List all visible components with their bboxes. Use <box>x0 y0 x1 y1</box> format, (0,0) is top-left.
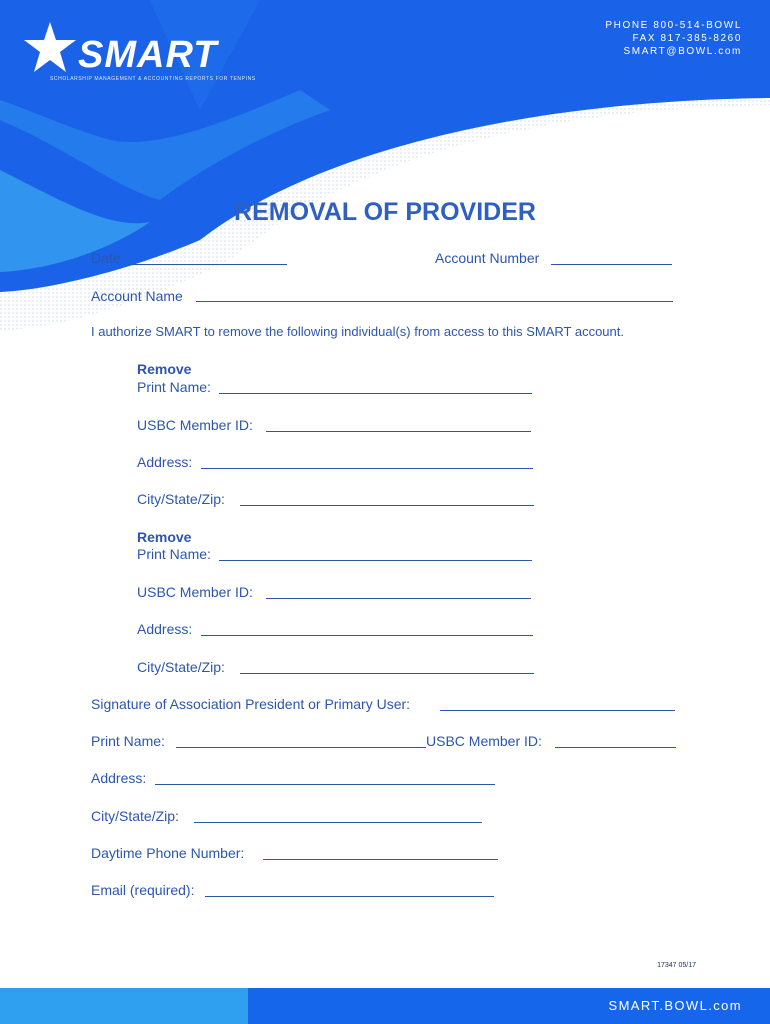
contact-email: SMART@BOWL.com <box>623 46 742 57</box>
signature-label: Signature of Association President or Primary User: <box>91 696 411 712</box>
remove-print-name-field[interactable] <box>219 560 532 561</box>
remove-address-field[interactable] <box>201 468 533 469</box>
remove-usbc-id-field[interactable] <box>266 431 531 432</box>
usbc-id-field[interactable] <box>555 747 676 748</box>
remove-address-label: Address: <box>137 621 193 637</box>
city-state-zip-field[interactable] <box>194 822 482 823</box>
address-label: Address: <box>91 770 147 786</box>
remove-usbc-id-label: USBC Member ID: <box>137 584 253 600</box>
footer-accent <box>0 988 248 1024</box>
city-state-zip-label: City/State/Zip: <box>91 808 179 824</box>
remove-print-name-label: Print Name: <box>137 546 211 562</box>
remove-city-state-zip-label: City/State/Zip: <box>137 659 225 675</box>
daytime-phone-field[interactable] <box>263 859 498 860</box>
address-field[interactable] <box>155 784 495 785</box>
remove-city-state-zip-label: City/State/Zip: <box>137 491 225 507</box>
account-name-field[interactable] <box>196 301 673 302</box>
signature-field[interactable] <box>440 710 675 711</box>
account-number-field[interactable] <box>551 264 672 265</box>
remove-city-state-zip-field[interactable] <box>240 673 534 674</box>
form-code: 17347 05/17 <box>657 962 696 969</box>
email-label: Email (required): <box>91 882 195 898</box>
logo-tagline: SCHOLARSHIP MANAGEMENT & ACCOUNTING REPORTS FOR TENPINS <box>50 76 256 82</box>
remove-address-field[interactable] <box>201 635 533 636</box>
remove-heading: Remove <box>137 361 192 377</box>
footer-website: SMART.BOWL.com <box>608 998 742 1013</box>
account-number-label: Account Number <box>435 250 540 266</box>
remove-heading: Remove <box>137 529 192 545</box>
phone-number: PHONE 800-514-BOWL <box>605 20 742 31</box>
account-name-label: Account Name <box>91 288 183 304</box>
print-name-label: Print Name: <box>91 733 165 749</box>
daytime-phone-label: Daytime Phone Number: <box>91 845 245 861</box>
remove-usbc-id-field[interactable] <box>266 598 531 599</box>
email-field[interactable] <box>205 896 494 897</box>
remove-usbc-id-label: USBC Member ID: <box>137 417 253 433</box>
date-field[interactable] <box>129 264 287 265</box>
print-name-field[interactable] <box>176 747 426 748</box>
remove-print-name-label: Print Name: <box>137 379 211 395</box>
form-title: REMOVAL OF PROVIDER <box>234 198 536 226</box>
date-label: Date <box>91 250 121 266</box>
authorization-text: I authorize SMART to remove the following individual(s) from access to this SMART account. <box>91 324 624 339</box>
remove-city-state-zip-field[interactable] <box>240 505 534 506</box>
remove-print-name-field[interactable] <box>219 393 532 394</box>
logo-text: SMART <box>78 34 218 76</box>
remove-address-label: Address: <box>137 454 193 470</box>
usbc-id-label: USBC Member ID: <box>426 733 542 749</box>
star-icon <box>22 20 78 76</box>
fax-number: FAX 817-385-8260 <box>632 33 742 44</box>
